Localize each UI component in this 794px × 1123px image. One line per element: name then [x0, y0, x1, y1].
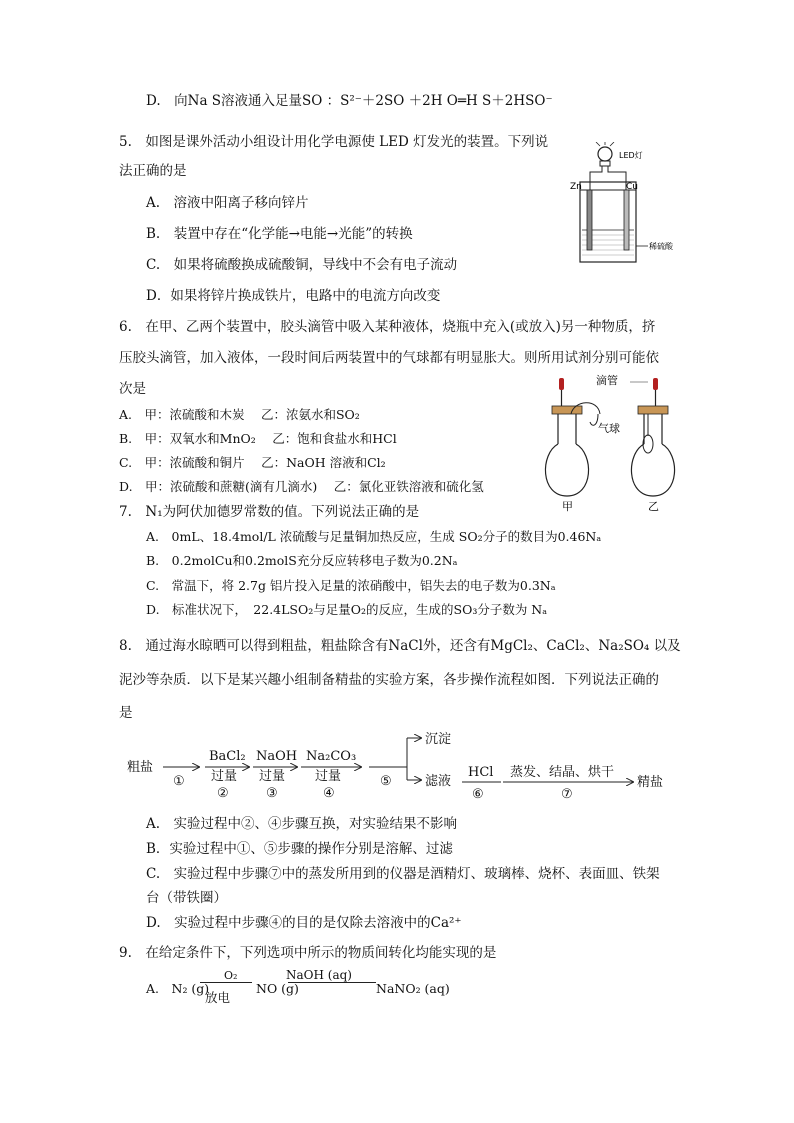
flow-excess-2: 过量	[259, 769, 286, 784]
q8-option-b: B．实验过程中①、⑤步骤的操作分别是溶解、过滤	[146, 841, 453, 857]
q8-option-c-line2: 台（带铁圈）	[146, 890, 227, 906]
flow-step-4: ④	[323, 786, 335, 801]
flow-excess-3: 过量	[315, 769, 342, 784]
q5-option-c: C. 如果将硫酸换成硫酸铜，导线中不会有电子流动	[146, 257, 458, 273]
q6-flask-figure	[538, 370, 698, 512]
q6-option-c: C. 甲：浓硫酸和铜片 乙：NaOH 溶液和Cl₂	[119, 455, 386, 470]
q9-o2-label: O₂	[224, 969, 238, 982]
q9-end-product: NaNO₂ (aq)	[376, 981, 450, 996]
q4-option-d: D. 向Na S溶液通入足量SO ：S²⁻＋2SO ＋2H O═H S＋2HSO⁻	[146, 93, 553, 109]
cu-label: Cu	[626, 182, 638, 192]
copper-electrode	[624, 190, 629, 250]
flow-bacl2: BaCl₂	[209, 749, 246, 764]
balloon-label: 气球	[598, 422, 620, 435]
q5-option-d: D．如果将锌片换成铁片，电路中的电流方向改变	[146, 288, 441, 304]
q9-stem: 9. 在给定条件下，下列选项中所示的物质间转化均能实现的是	[119, 945, 497, 961]
acid-label: 稀硫酸	[649, 242, 673, 251]
flow-precipitate: 沉淀	[425, 732, 452, 747]
zinc-electrode	[587, 190, 592, 250]
q6-option-d: D. 甲：浓硫酸和蔗糖(滴有几滴水) 乙：氯化亚铁溶液和硫化氢	[119, 479, 484, 494]
q9-option-a-start: A. N₂ (g)	[146, 981, 210, 996]
flow-fine-salt: 精盐	[637, 775, 664, 790]
q6-stem-3: 次是	[119, 381, 146, 397]
q8-flow-diagram	[125, 728, 670, 804]
q9-spark-label: 放电	[205, 990, 231, 1005]
q9-arrow-2	[288, 982, 376, 983]
flow-crude-salt: 粗盐	[127, 760, 154, 775]
q8-option-a: A. 实验过程中②、④步骤互换，对实验结果不影响	[146, 816, 458, 832]
flow-step-5: ⑤	[380, 774, 392, 789]
q7-option-a: A. 0mL、18.4mol/L 浓硫酸与足量铜加热反应，生成 SO₂分子的数目为0.46Nₐ	[146, 529, 602, 544]
q5-option-a: A. 溶液中阳离子移向锌片	[146, 195, 309, 211]
q5-cell-figure	[560, 142, 690, 267]
flow-naoh: NaOH	[256, 749, 298, 764]
q6-stem-2: 压胶头滴管，加入液体，一段时间后两装置中的气球都有明显胀大。则所用试剂分别可能依	[119, 350, 659, 366]
q8-stem-3: 是	[119, 705, 133, 721]
q7-stem: 7. N₁为阿伏加德罗常数的值。下列说法正确的是	[119, 504, 420, 520]
q8-option-c-line1: C. 实验过程中步骤⑦中的蒸发所用到的仪器是酒精灯、玻璃棒、烧杯、表面皿、铁架	[146, 866, 660, 882]
led-bulb-icon	[598, 147, 612, 161]
flow-step-7: ⑦	[561, 787, 573, 802]
q6-option-b: B. 甲：双氧水和MnO₂ 乙：饱和食盐水和HCl	[119, 431, 397, 446]
q6-stem-1: 6. 在甲、乙两个装置中，胶头滴管中吸入某种液体，烧瓶中充入(或放入)另一种物质，挤	[119, 319, 656, 335]
q5-stem-1: 5. 如图是课外活动小组设计用化学电源使 LED 灯发光的装置。下列说	[119, 134, 549, 150]
flow-step-6: ⑥	[472, 787, 484, 802]
flow-filtrate: 滤液	[425, 774, 452, 789]
flow-step-3: ③	[266, 786, 278, 801]
flow-excess-1: 过量	[211, 769, 238, 784]
led-label: LED灯	[619, 151, 643, 160]
q8-option-d: D. 实验过程中步骤④的目的是仅除去溶液中的Ca²⁺	[146, 915, 462, 931]
flask-jia-label: 甲	[562, 500, 573, 512]
q9-arrow-1	[200, 982, 252, 983]
q9-no-gas: NO (g)	[256, 981, 299, 996]
flow-step-1: ①	[173, 774, 185, 789]
q7-option-d: D. 标准状况下， 22.4LSO₂与足量O₂的反应，生成的SO₃分子数为 Nₐ	[146, 602, 548, 617]
flow-operations: 蒸发、结晶、烘干	[510, 765, 615, 780]
flow-step-2: ②	[217, 786, 229, 801]
q8-stem-2: 泥沙等杂质．以下是某兴趣小组制备精盐的实验方案，各步操作流程如图．下列说法正确的	[119, 672, 659, 688]
q7-option-b: B. 0.2molCu和0.2molS充分反应转移电子数为0.2Nₐ	[146, 553, 458, 568]
q9-naoh-label: NaOH (aq)	[286, 968, 352, 982]
zn-label: Zn	[570, 182, 582, 192]
q7-option-c: C. 常温下，将 2.7g 铝片投入足量的浓硝酸中，铝失去的电子数为0.3Nₐ	[146, 578, 556, 593]
q5-option-b: B. 装置中存在“化学能→电能→光能”的转换	[146, 226, 413, 242]
flask-yi-label: 乙	[648, 500, 659, 512]
flow-na2co3: Na₂CO₃	[306, 749, 357, 764]
dropper-label: 滴管	[596, 374, 618, 387]
dropper-bulb-icon	[559, 378, 564, 390]
flow-hcl: HCl	[468, 765, 494, 780]
q8-stem-1: 8. 通过海水晾晒可以得到粗盐，粗盐除含有NaCl外，还含有MgCl₂、CaCl₂、Na₂SO₄ 以及	[119, 638, 681, 654]
q6-option-a: A. 甲：浓硫酸和木炭 乙：浓氨水和SO₂	[119, 407, 360, 422]
q5-stem-2: 法正确的是	[119, 163, 187, 179]
